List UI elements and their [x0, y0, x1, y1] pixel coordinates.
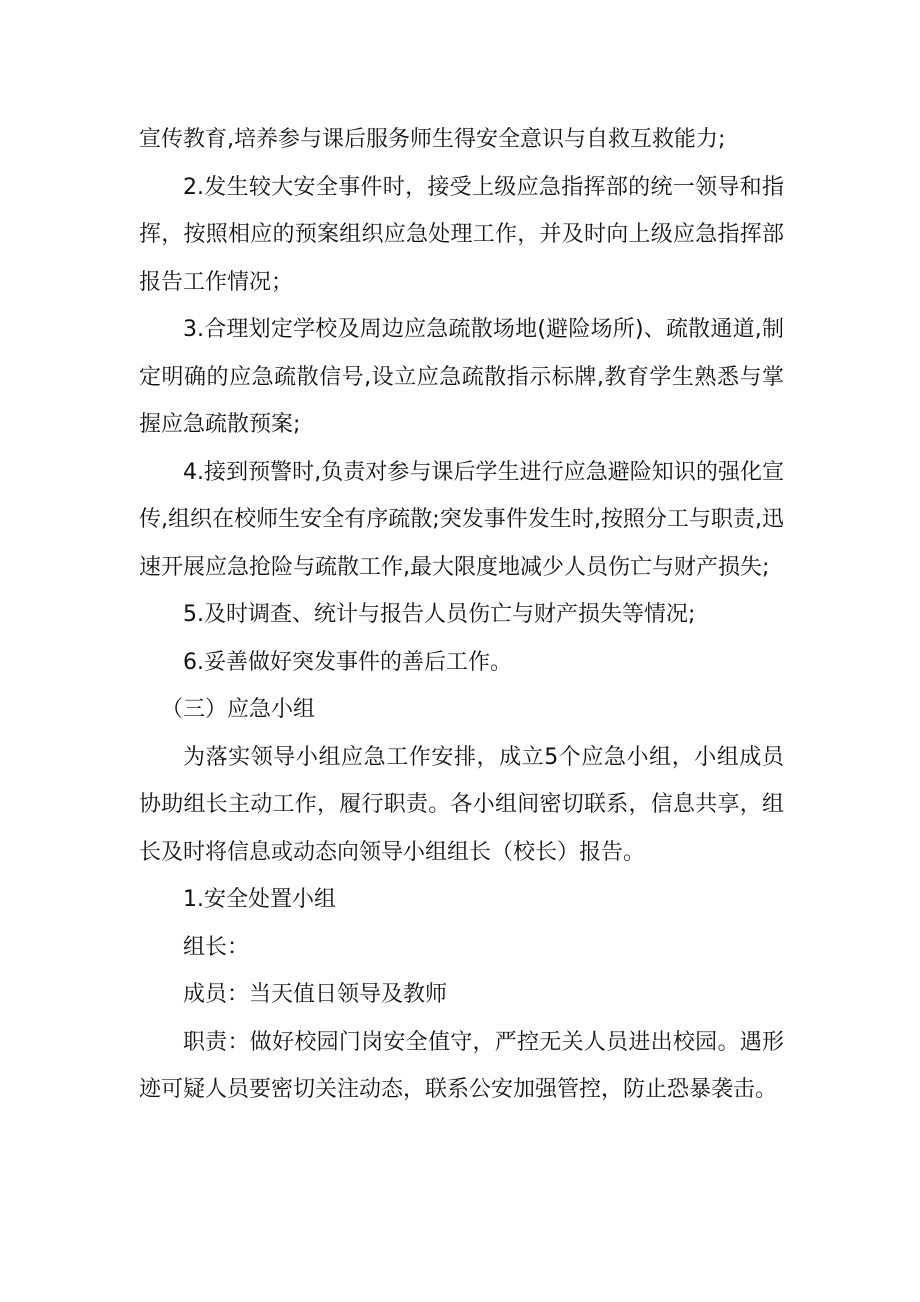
group-duties-paragraph: 职责：做好校园门岗安全值守，严控无关人员进出校园。遇形迹可疑人员要密切关注动态，联系公安加强管控，防止恐暴袭击。 [139, 1029, 784, 1102]
group-leader-line: 组长： [183, 934, 250, 960]
subheading-safety-handling-group: 1.安全处置小组 [183, 887, 336, 912]
paragraph-item-5: 5.及时调查、统计与报告人员伤亡与财产损失等情况; [183, 602, 696, 627]
paragraph-item-6: 6.妥善做好突发事件的善后工作。 [183, 649, 512, 675]
paragraph-item-4: 4.接到预警时,负责对参与课后学生进行应急避险知识的强化宣传,组织在校师生安全有序疏散;突发事件发生时,按照分工与职责,迅速开展应急抢险与疏散工作,最大限度地减少人员伤亡与财产损失; [139, 459, 784, 580]
paragraph-groups-intro: 为落实领导小组应急工作安排，成立5个应急小组，小组成员协助组长主动工作，履行职责。各小组间密切联系，信息共享，组长及时将信息或动态向领导小组组长（校长）报告。 [139, 744, 784, 865]
section-heading-emergency-groups: （三）应急小组 [161, 697, 316, 722]
paragraph-item-3: 3.合理划定学校及周边应急疏散场地(避险场所)、疏散通道,制定明确的应急疏散信号,设立应急疏散指示标牌,教育学生熟悉与掌握应急疏散预案; [139, 317, 784, 437]
group-members-line: 成员：当天值日领导及教师 [183, 982, 448, 1007]
paragraph-continuation: 宣传教育,培养参与课后服务师生得安全意识与自救互救能力; [139, 127, 726, 152]
document-body [139, 116, 784, 1114]
paragraph-item-2: 2.发生较大安全事件时，接受上级应急指挥部的统一领导和指挥，按照相应的预案组织应急处理工作，并及时向上级应急指挥部报告工作情况； [139, 174, 784, 295]
